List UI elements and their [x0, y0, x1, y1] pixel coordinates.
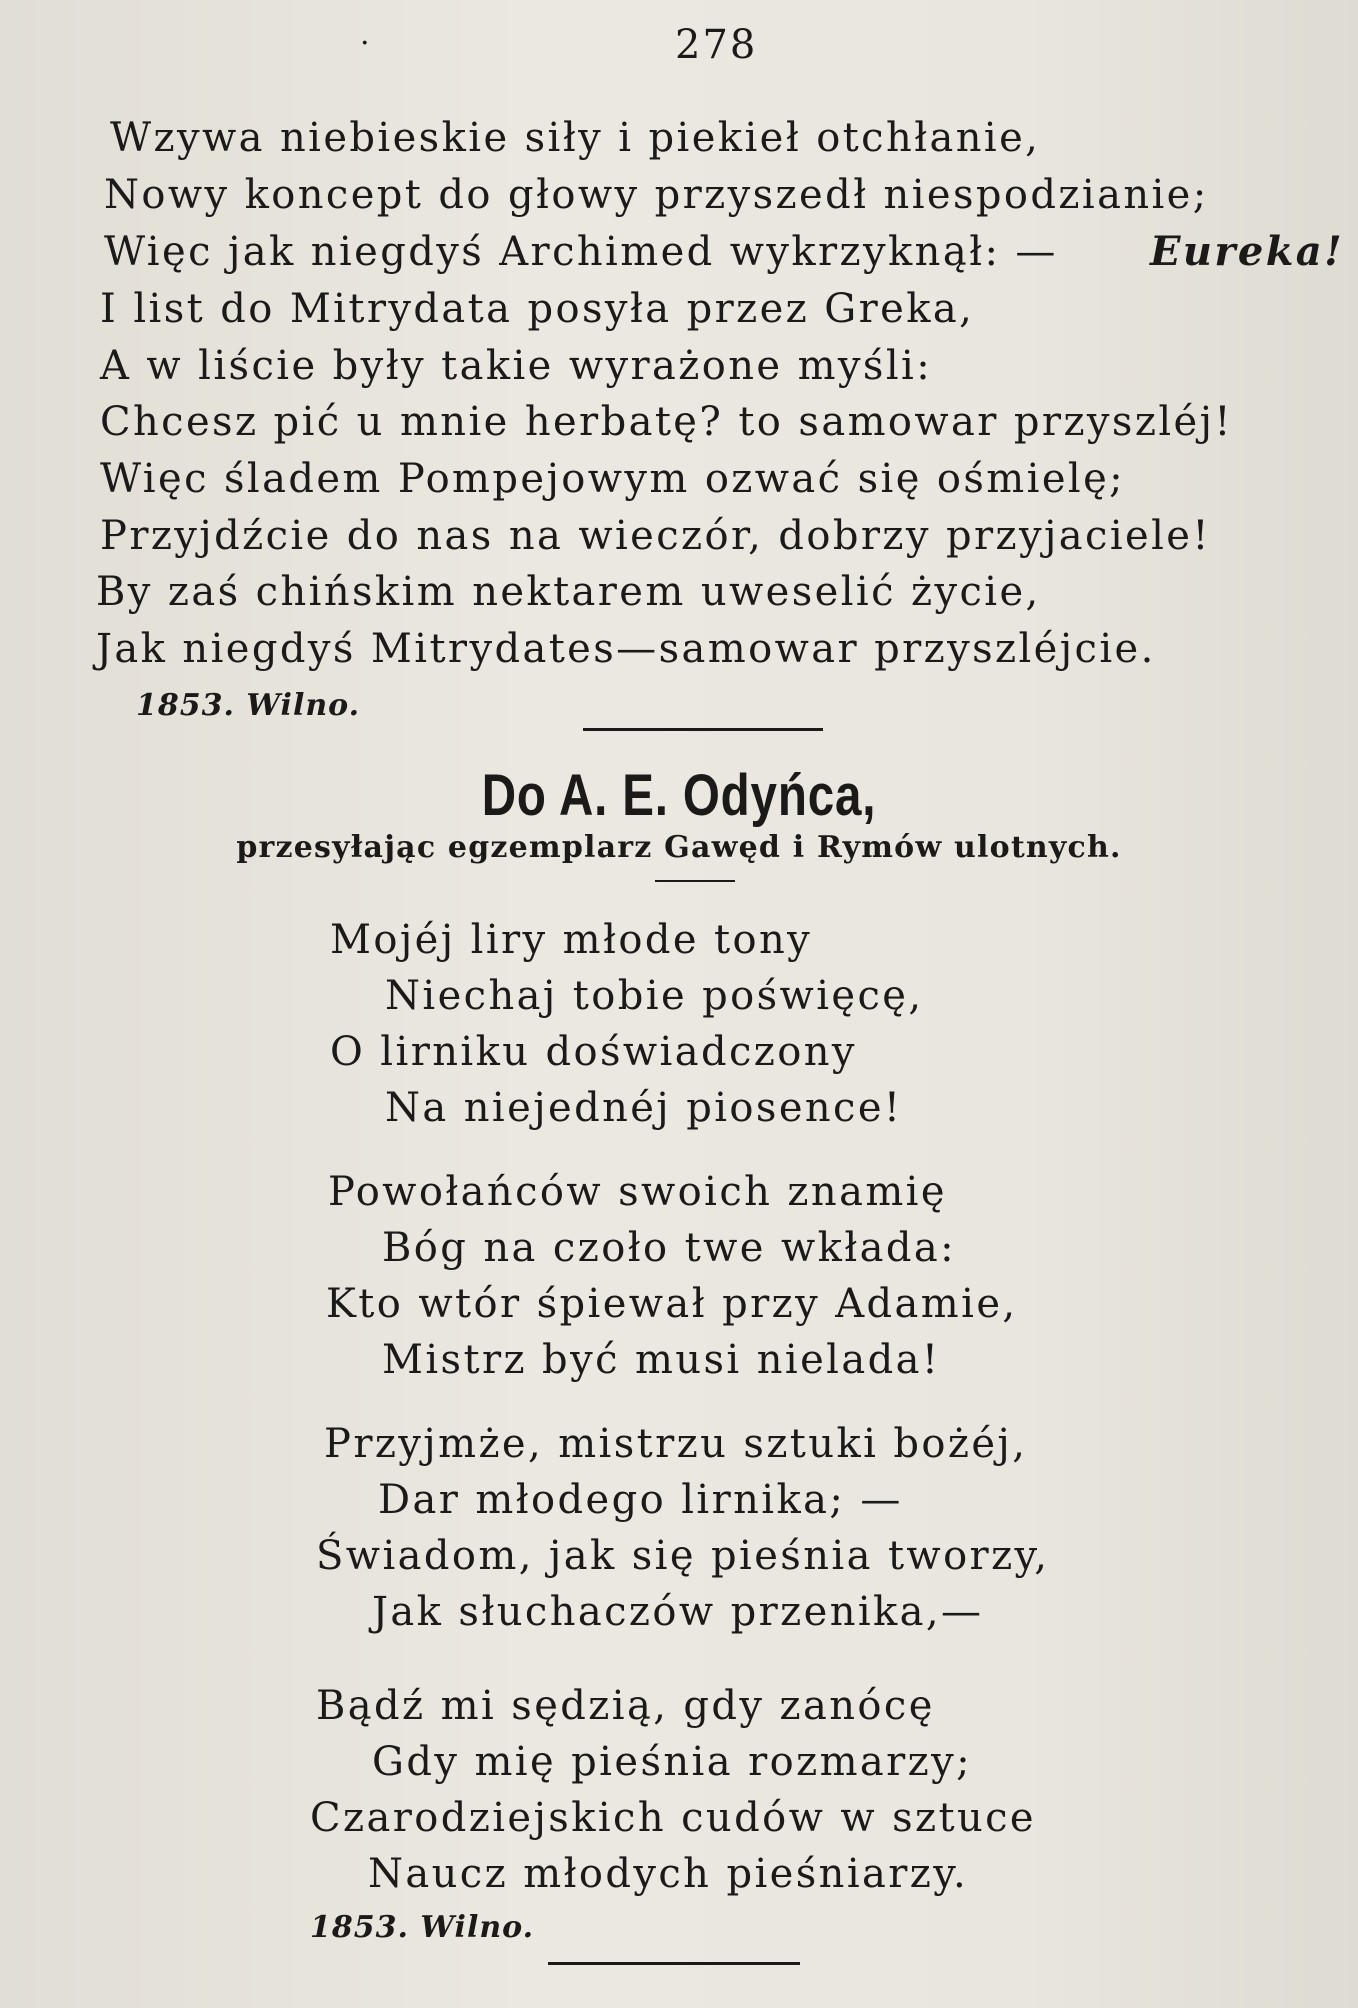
verse-line: Świadom, jak się pieśnia tworzy, [316, 1533, 1050, 1579]
verse-line: Przyjmże, mistrzu sztuki bożéj, [324, 1421, 1028, 1467]
verse-line: By zaś chińskim nektarem uweselić życie, [96, 569, 1041, 615]
page-mark: · [360, 26, 370, 61]
page-number: 278 [675, 22, 758, 68]
poem-title: Do A. E. Odyńca, [481, 763, 877, 828]
verse-line: I list do Mitrydata posyła przez Greka, [100, 286, 975, 332]
verse-line: Naucz młodych pieśniarzy. [368, 1851, 969, 1897]
verse-line: Gdy mię pieśnia rozmarzy; [372, 1739, 973, 1785]
verse-line: Wzywa niebieskie siły i piekieł otchłanie, [110, 115, 1041, 161]
verse-line: Powołańców swoich znamię [328, 1169, 947, 1215]
verse-line: Niechaj tobie poświęcę, [385, 973, 924, 1019]
verse-line: Więc śladem Pompejowym ozwać się ośmielę; [100, 456, 1126, 502]
verse-line: A w liście były takie wyrażone myśli: [100, 343, 933, 389]
verse-line: Bóg na czoło twe wkłada: [382, 1225, 956, 1271]
verse-eureka: Eureka! [1150, 228, 1345, 275]
verse-line: Czarodziejskich cudów w sztuce [310, 1795, 1036, 1841]
section-divider [583, 728, 823, 731]
title-divider [655, 880, 735, 882]
verse-line: Na niejednéj piosence! [385, 1085, 903, 1131]
verse-line: Chcesz pić u mnie herbatę? to samowar przyszléj! [100, 399, 1233, 445]
verse-line: Przyjdźcie do nas na wieczór, dobrzy przyjaciele! [100, 513, 1211, 559]
verse-line: O lirniku doświadczony [330, 1029, 857, 1075]
date-place: 1853. Wilno. [310, 1910, 535, 1945]
verse-line: Jak słuchaczów przenika,— [372, 1589, 984, 1635]
verse-line: Jak niegdyś Mitrydates—samowar przyszléjcie. [96, 626, 1156, 672]
verse-line: Więc jak niegdyś Archimed wykrzyknął: — [104, 229, 1058, 275]
verse-line: Mistrz być musi nielada! [382, 1337, 941, 1383]
verse-line: Mojéj liry młode tony [330, 917, 813, 963]
verse-line: Bądź mi sędzią, gdy zanócę [316, 1683, 935, 1729]
verse-line: Nowy koncept do głowy przyszedł niespodzianie; [104, 172, 1209, 218]
verse-line: Dar młodego lirnika; — [378, 1477, 903, 1523]
end-divider [548, 1962, 800, 1965]
poem-subtitle: przesyłając egzemplarz Gawęd i Rymów ulotnych. [236, 830, 1122, 865]
date-place: 1853. Wilno. [136, 688, 361, 723]
verse-line: Kto wtór śpiewał przy Adamie, [326, 1281, 1018, 1327]
